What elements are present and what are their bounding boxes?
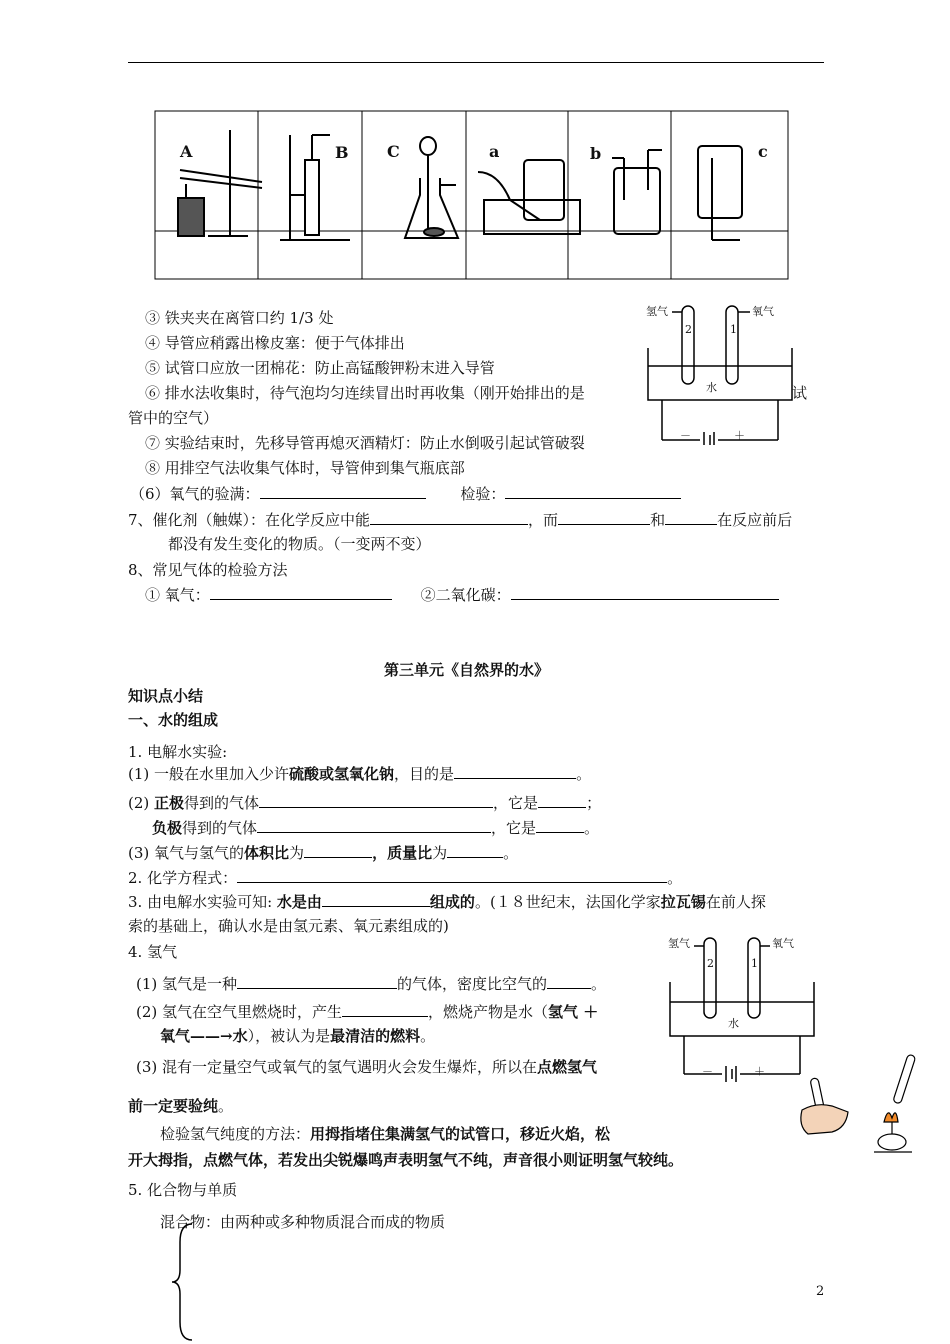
h2-p2-g: 。 [420,1027,436,1045]
e1-p4-c: 为 [289,844,305,862]
e1-p4-blank-a[interactable] [304,843,372,858]
e1-p4-e: 为 [432,844,448,862]
e1-p2-e: ； [586,794,602,812]
e3-line1 [128,892,766,912]
e1-p4 [128,843,518,863]
e1-p4-blank-b[interactable] [447,843,503,858]
hydrogen-purity-test-illustration [796,1050,926,1160]
e1-p2-d: ，它是 [493,794,539,812]
e3-d: 。(１８世纪末，法国化学家 [474,893,661,911]
h2-p4-b: 用拇指堵住集满氢气的试管口，移近火焰，松 [310,1125,611,1143]
e1-tube-2: 2 [685,323,692,336]
h2-p4-cont: 开大拇指，点燃气体，若发出尖锐爆鸣声表明氢气不纯，声音很小则证明氢气较纯。 [128,1151,684,1169]
h2-p3-c: 前一定要验纯 [128,1097,219,1115]
h2-p2-e: ），被认为是 [247,1027,331,1045]
e2-water-label: 水 [728,1017,739,1030]
q8-title: 8、常见气体的检验方法 [128,561,288,579]
e1-left-label: 氢气 [646,305,668,318]
e3-a: 3. 由电解水实验可知: [128,893,277,911]
e1-minus: － [680,429,691,442]
note-6: ⑥ 排水法收集时，待气泡均匀连续冒出时再收集（刚开始排出的是 [145,384,585,402]
q7-blank-c[interactable] [665,510,717,525]
e2-left-label: 氢气 [668,937,690,950]
apparatus-label-A: A [180,142,193,161]
q8-label-b: ②二氧化碳： [420,586,511,604]
e1-p3-blank-b[interactable] [536,818,584,833]
q6-blank-a[interactable] [260,484,426,499]
note-5: ⑤ 试管口应放一团棉花：防止高锰酸钾粉末进入导管 [145,359,495,377]
page-number: 2 [816,1284,825,1299]
e1-p2-c: 得到的气体 [184,794,260,812]
apparatus-c-inverted-bottle [698,146,742,240]
unit-title: 第三单元《自然界的水》 [384,661,550,679]
apparatus-label-b: b [590,144,602,163]
apparatus-label-a: a [489,142,500,161]
q7-text-a: 7、催化剂（触媒）：在化学反应中能 [128,511,371,529]
e3-blank[interactable] [322,892,430,907]
apparatus-label-c: c [758,142,768,161]
e1-p1-c: ，目的是 [394,765,455,783]
h2-p1-blank-a[interactable] [237,974,397,989]
e2-right-label: 氧气 [772,937,794,950]
e1-p1-a: (1) 一般在水里加入少许 [128,765,290,783]
q8-blank-a[interactable] [210,585,392,600]
e3-c: 组成的 [429,893,475,911]
mixture-definition: 混合物：由两种或多种物质混合而成的物质 [160,1213,446,1231]
e1-p3-b: 负极 [152,819,183,837]
summary-heading: 知识点小结 [128,687,204,705]
h2-p2-f: 最清洁的燃料 [330,1027,421,1045]
e1-p1-b: 硫酸或氢氧化钠 [289,765,395,783]
h2-p4 [160,1124,610,1144]
e1-p2-b: 正极 [154,794,185,812]
h2-p1-a: (1) 氢气是一种 [136,975,238,993]
e2-plus: ＋ [754,1065,765,1078]
q7-blank-b[interactable] [558,510,650,525]
e1-p1 [128,764,591,784]
apparatus-table [0,0,950,290]
e2-tube-2: 2 [707,957,714,970]
h2-p3-a: (3) 混有一定量空气或氧气的氢气遇明火会发生爆炸，所以在 [136,1058,538,1076]
h2-p3-cont [128,1096,233,1116]
q6-line [130,484,681,504]
h2-p1-b: 的气体，密度比空气的 [397,975,548,993]
q7-text-d: 在反应前后 [717,511,793,529]
e3-b: 水是由 [276,893,322,911]
e3-f: 在前人探 [705,893,766,911]
e2-minus: － [702,1065,713,1078]
h2-p2-c: 氢气 ＋ [548,1003,599,1021]
e1-p2-blank-b[interactable] [538,793,586,808]
h2-p4-a: 检验氢气纯度的方法： [160,1125,311,1143]
q8-label-a: ① 氧气： [145,586,210,604]
h2-p2-b: ，燃烧产物是水（ [428,1003,549,1021]
h2-title: 4. 氢气 [128,943,178,961]
e1-p3-c: 得到的气体 [182,819,258,837]
h2-p3-d: 。 [218,1097,234,1115]
q8-blank-b[interactable] [511,585,779,600]
apparatus-label-B: B [335,143,349,162]
q7-text-c: 和 [650,511,666,529]
note-4: ④ 导管应稍露出橡皮塞：便于气体排出 [145,334,405,352]
apparatus-a-water-trough [478,160,580,234]
note-8: ⑧ 用排空气法收集气体时，导管伸到集气瓶底部 [145,459,465,477]
e1-p4-d: ，质量比 [372,844,433,862]
q6-blank-b[interactable] [505,484,681,499]
h2-p2 [136,1002,598,1022]
note-7: ⑦ 实验结束时，先移导管再熄灭酒精灯：防止水倒吸引起试管破裂 [145,434,585,452]
e3-line2: 索的基础上，确认水是由氢元素、氧元素组成的) [128,917,449,935]
h2-p3-b: 点燃氢气 [537,1058,598,1076]
apparatus-label-C: C [387,142,400,161]
q6-label-b: 检验： [460,485,506,503]
e1-p3-e: 。 [584,819,600,837]
e2-label: 2. 化学方程式： [128,869,238,887]
q7-line2: 都没有发生变化的物质。（一变两不变） [168,535,431,553]
q6-label-a: （6）氧气的验满： [130,485,260,503]
e3-e: 拉瓦锡 [660,893,706,911]
h2-p1-blank-b[interactable] [547,974,591,989]
e1-tube-1: 1 [730,323,737,336]
apparatus-b-gas-bottle [612,150,662,234]
e1-p2 [128,793,601,813]
apparatus-c-flask-funnel [405,137,458,238]
e1-p2-a: (2) [128,794,155,812]
e2-blank[interactable] [237,868,667,883]
q8-line [145,585,779,605]
e2-line [128,868,682,888]
h2-p1-c: 。 [591,975,607,993]
e1-title: 1. 电解水实验: [128,743,228,761]
h2-p1 [136,974,606,994]
q7-blank-a[interactable] [370,510,528,525]
e1-p3 [152,818,599,838]
h2-p3 [136,1057,597,1077]
e1-p3-blank-a[interactable] [257,818,491,833]
e1-p3-d: ，它是 [491,819,537,837]
e2-tube-1: 1 [751,957,758,970]
e1-p2-blank-a[interactable] [259,793,493,808]
e2-end: 。 [667,869,683,887]
note-6-tail: 试 [792,384,808,402]
e1-p4-b: 体积比 [244,844,290,862]
h2-p2-cont [160,1026,435,1046]
q7-text-b: ，而 [528,511,559,529]
note-3: ③ 铁夹夹在离管口约 1/3 处 [145,309,334,327]
section-1-heading: 一、水的组成 [128,711,219,729]
e1-water-label: 水 [706,381,717,394]
e5-title: 5. 化合物与单质 [128,1181,238,1199]
h2-p2-d: 氧气——→水 [160,1027,248,1045]
classification-brace [170,1222,200,1342]
e1-right-label: 氧气 [752,305,774,318]
q7-line1 [128,510,792,530]
h2-p2-a: (2) 氢气在空气里燃烧时，产生 [136,1003,343,1021]
e1-p1-blank[interactable] [454,764,576,779]
e1-p4-f: 。 [503,844,519,862]
h2-p2-blank[interactable] [342,1002,428,1017]
e1-p4-a: (3) 氧气与氢气的 [128,844,245,862]
e1-p1-d: 。 [576,765,592,783]
note-6-cont: 管中的空气） [128,409,219,427]
e1-plus: ＋ [734,429,745,442]
